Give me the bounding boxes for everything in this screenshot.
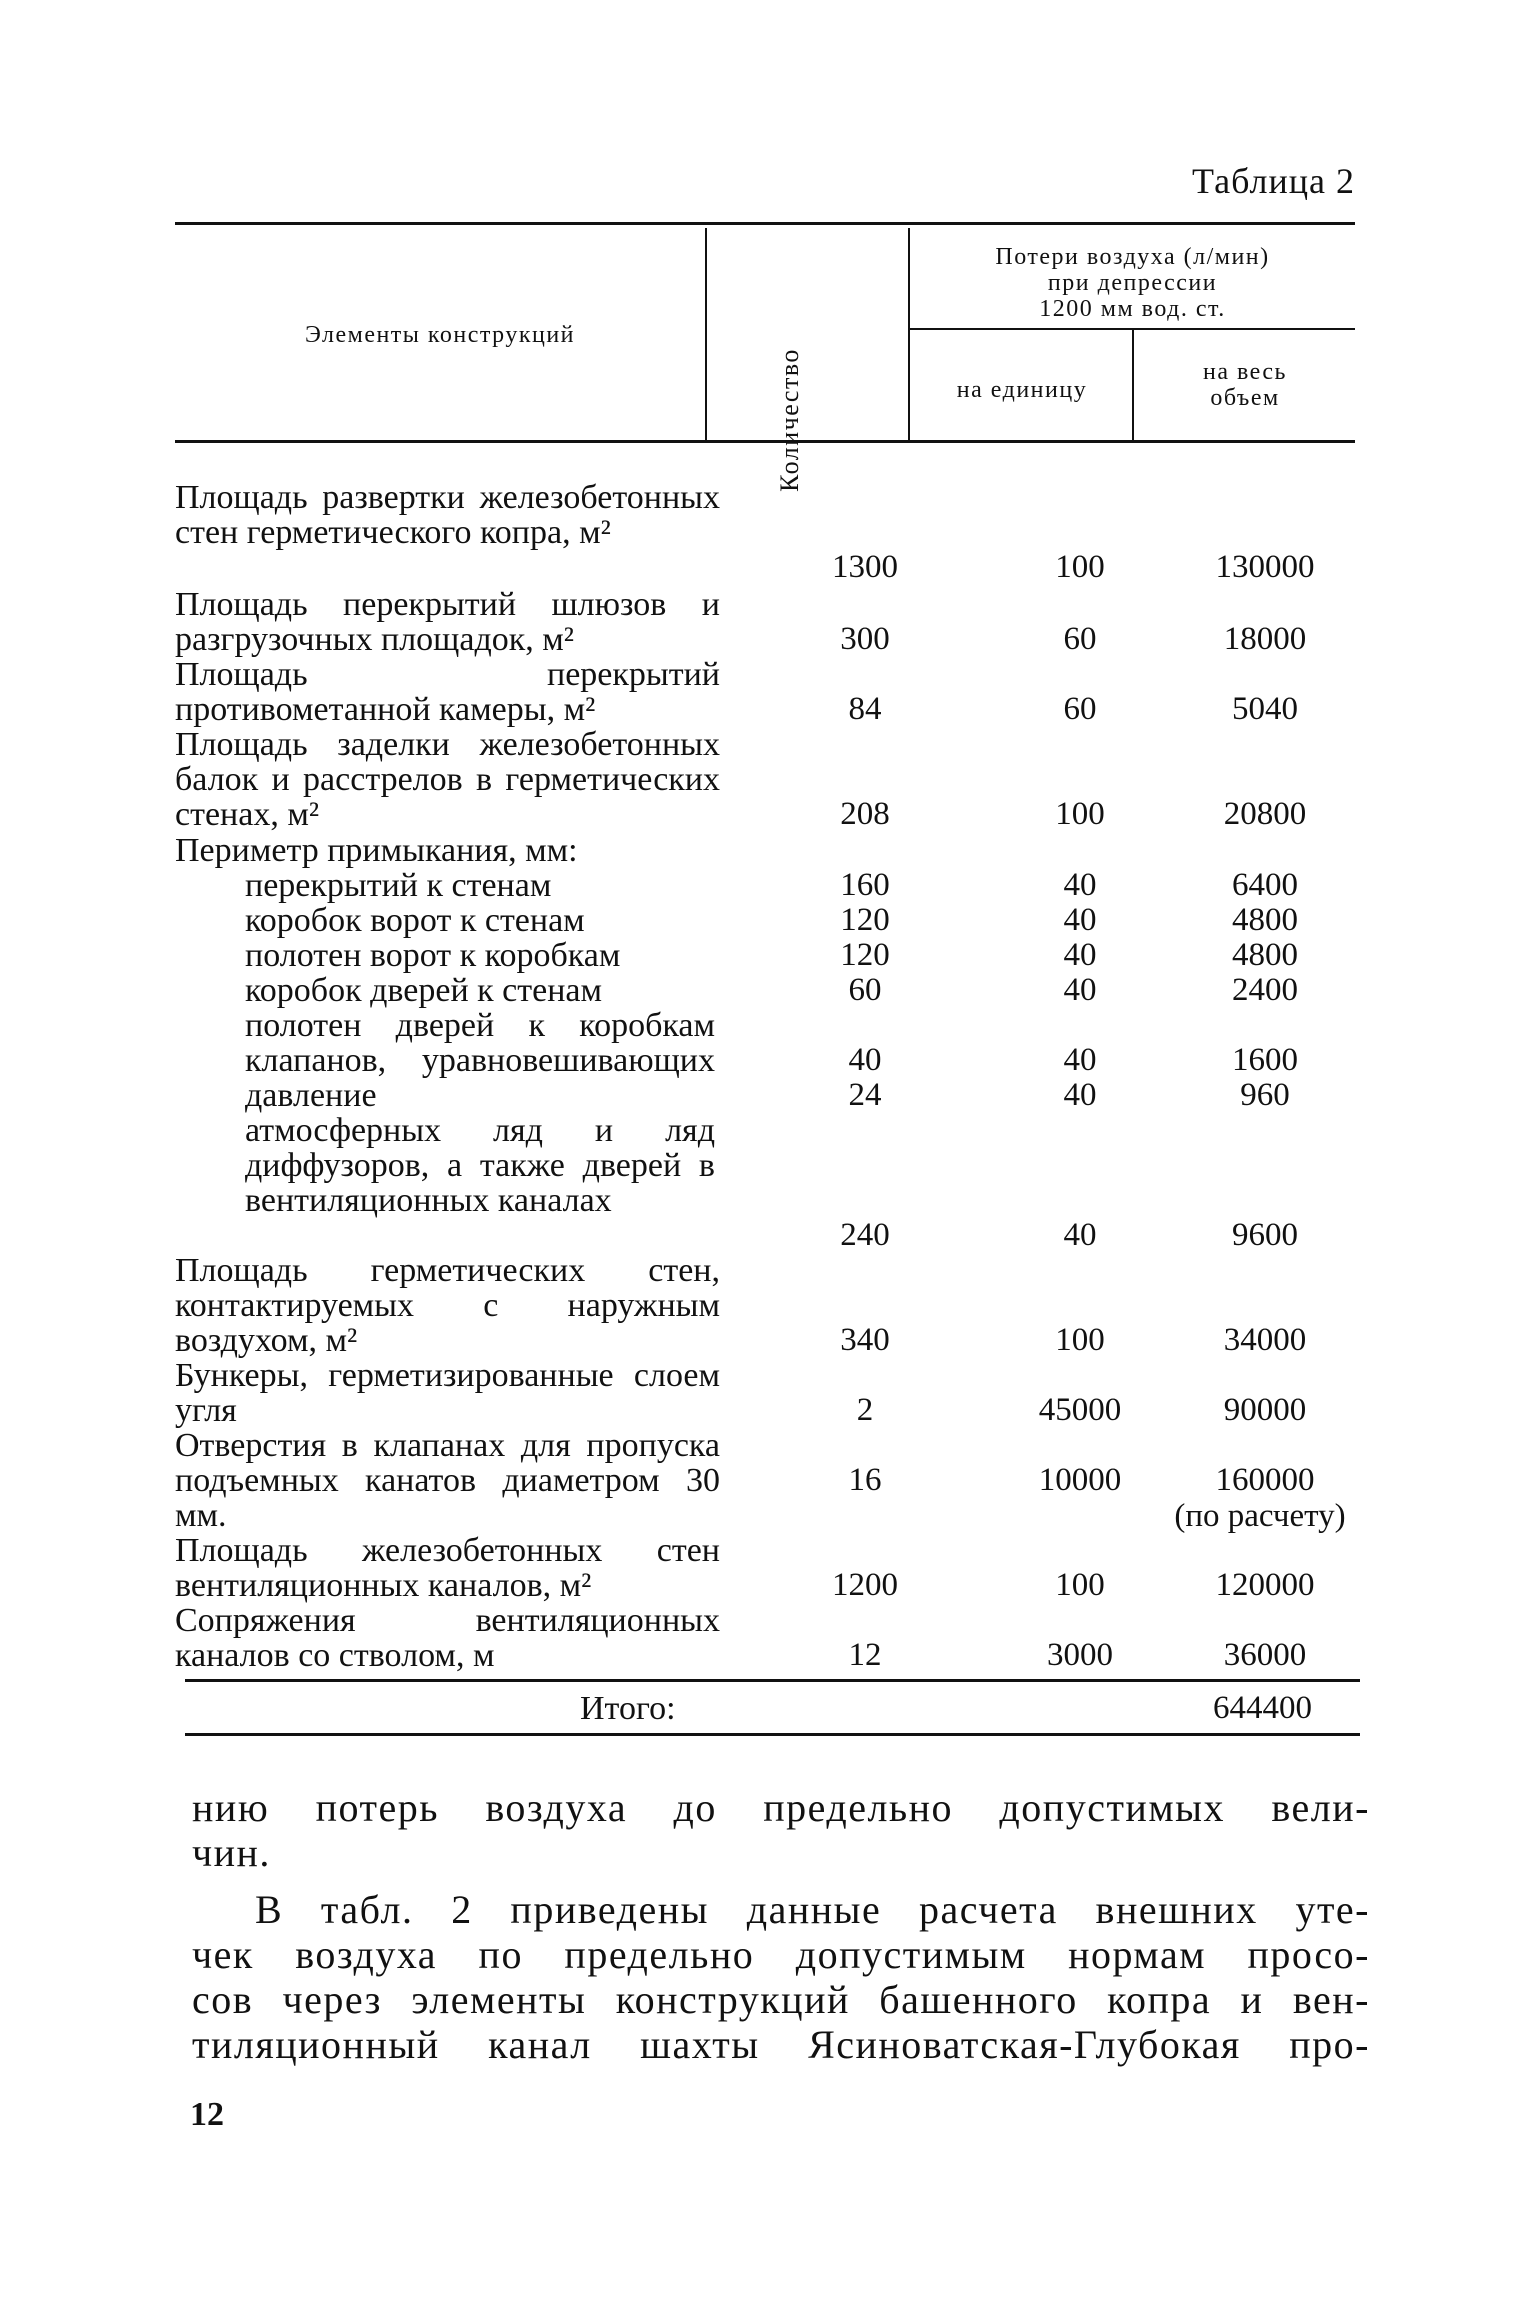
row-unit-13: 100: [1055, 1322, 1105, 1358]
row-unit-6: 40: [1063, 867, 1097, 903]
row-total-16: 120000: [1215, 1567, 1315, 1603]
row-unit-3: 60: [1063, 691, 1097, 727]
row-qty-8: 120: [840, 937, 890, 973]
row-qty-1: 1300: [832, 549, 898, 585]
row-name-1: Площадь развертки железобетонных стен герметического копра, м²: [175, 479, 720, 551]
row-unit-15: 10000: [1038, 1462, 1122, 1498]
header-losses-line2: при депрессии: [1047, 270, 1218, 296]
body-line-2: чин.: [192, 1830, 271, 1875]
row-qty-11: 24: [848, 1077, 882, 1113]
row-name-14: Бункеры, герметизированные слоем угля: [175, 1357, 720, 1429]
header-total-line2: объем: [1210, 385, 1280, 411]
row-qty-9: 60: [848, 972, 882, 1008]
body-line-3: В табл. 2 приведены данные расчета внешних уте-: [255, 1887, 1370, 1932]
row-qty-16: 1200: [832, 1567, 898, 1603]
page-number: 12: [190, 2096, 224, 2133]
row-total-12: 9600: [1232, 1217, 1298, 1253]
row-unit-4: 100: [1055, 796, 1105, 832]
row-name-3: Площадь перекрытий противометанной камеры, м²: [175, 656, 720, 728]
row-unit-17: 3000: [1047, 1637, 1113, 1673]
row-name-9: коробок дверей к стенам: [245, 972, 602, 1009]
row-unit-7: 40: [1063, 902, 1097, 938]
total-value: 644400: [1213, 1690, 1312, 1726]
header-losses-line3: 1200 мм вод. ст.: [1039, 296, 1226, 322]
row-unit-2: 60: [1063, 621, 1097, 657]
header-divider-3: [1132, 330, 1134, 440]
row-unit-14: 45000: [1038, 1392, 1122, 1428]
row-unit-8: 40: [1063, 937, 1097, 973]
total-label: Итого:: [580, 1690, 676, 1727]
row-name-7: коробок ворот к стенам: [245, 902, 585, 939]
row-name-6: перекрытий к стенам: [245, 867, 552, 904]
row-total-2: 18000: [1223, 621, 1307, 657]
table-caption: Таблица 2: [1192, 161, 1355, 201]
row-total-7: 4800: [1232, 902, 1298, 938]
body-line-4: чек воздуха по предельно допустимым нормам просо-: [192, 1932, 1370, 1977]
row-name-13: Площадь герметических стен, контактируемых с наружным воздухом, м²: [175, 1252, 720, 1359]
body-line-5: сов через элементы конструкций башенного копра и вен-: [192, 1977, 1370, 2022]
row-name-17: Сопряжения вентиляционных каналов со стволом, м: [175, 1602, 720, 1674]
body-line-1: нию потерь воздуха до предельно допустимых вели-: [192, 1785, 1370, 1830]
row-qty-4: 208: [840, 796, 890, 832]
header-total-line1: на весь: [1202, 359, 1288, 385]
row-total-3: 5040: [1232, 691, 1298, 727]
row-unit-9: 40: [1063, 972, 1097, 1008]
row-total-13: 34000: [1223, 1322, 1307, 1358]
row-qty-10: 40: [848, 1042, 882, 1078]
row-unit-1: 100: [1055, 549, 1105, 585]
row-qty-3: 84: [848, 691, 882, 727]
header-divider-1: [705, 228, 707, 440]
calc-note: (по расчету): [1174, 1498, 1346, 1534]
row-total-6: 6400: [1232, 867, 1298, 903]
row-qty-6: 160: [840, 867, 890, 903]
row-qty-2: 300: [840, 621, 890, 657]
row-total-8: 4800: [1232, 937, 1298, 973]
body-line-6: тиляционный канал шахты Ясиноватская-Глубокая про-: [192, 2022, 1370, 2067]
row-total-9: 2400: [1232, 972, 1298, 1008]
row-name-10: полотен дверей к коробкам клапанов, уравновешивающих давление: [245, 1007, 715, 1114]
row-unit-11: 40: [1063, 1077, 1097, 1113]
row-name-5: Периметр примыкания, мм:: [175, 832, 578, 869]
row-qty-13: 340: [840, 1322, 890, 1358]
row-qty-15: 16: [848, 1462, 882, 1498]
row-name-8: полотен ворот к коробкам: [245, 937, 621, 974]
row-name-15: Отверстия в клапанах для пропуска подъемных канатов диаметром 30 мм.: [175, 1427, 720, 1534]
row-total-17: 36000: [1223, 1637, 1307, 1673]
header-losses-line1: Потери воздуха (л/мин): [995, 244, 1270, 270]
row-unit-12: 40: [1063, 1217, 1097, 1253]
header-elements: Элементы конструкций: [304, 322, 576, 348]
total-top-rule: [185, 1679, 1360, 1682]
row-total-10: 1600: [1232, 1042, 1298, 1078]
row-total-1: 130000: [1215, 549, 1315, 585]
table-top-rule: [175, 222, 1355, 225]
row-total-15: 160000: [1215, 1462, 1315, 1498]
row-name-16: Площадь железобетонных стен вентиляционных каналов, м²: [175, 1532, 720, 1604]
total-bottom-rule: [185, 1733, 1360, 1736]
row-qty-14: 2: [856, 1392, 874, 1428]
header-bottom-rule: [175, 440, 1355, 443]
row-name-2: Площадь перекрытий шлюзов и разгрузочных площадок, м²: [175, 586, 720, 658]
row-total-14: 90000: [1223, 1392, 1307, 1428]
row-name-12: атмосферных ляд и ляд диффузоров, а также дверей в вентиляционных каналах: [245, 1112, 715, 1219]
row-name-4: Площадь заделки железобетонных балок и расстрелов в герметических стенах, м²: [175, 726, 720, 833]
row-total-11: 960: [1240, 1077, 1290, 1113]
header-quantity: Количество: [775, 348, 804, 492]
row-unit-16: 100: [1055, 1567, 1105, 1603]
header-per-unit: на единицу: [956, 377, 1088, 403]
row-total-4: 20800: [1223, 796, 1307, 832]
row-qty-17: 12: [848, 1637, 882, 1673]
row-unit-10: 40: [1063, 1042, 1097, 1078]
row-qty-7: 120: [840, 902, 890, 938]
row-qty-12: 240: [840, 1217, 890, 1253]
